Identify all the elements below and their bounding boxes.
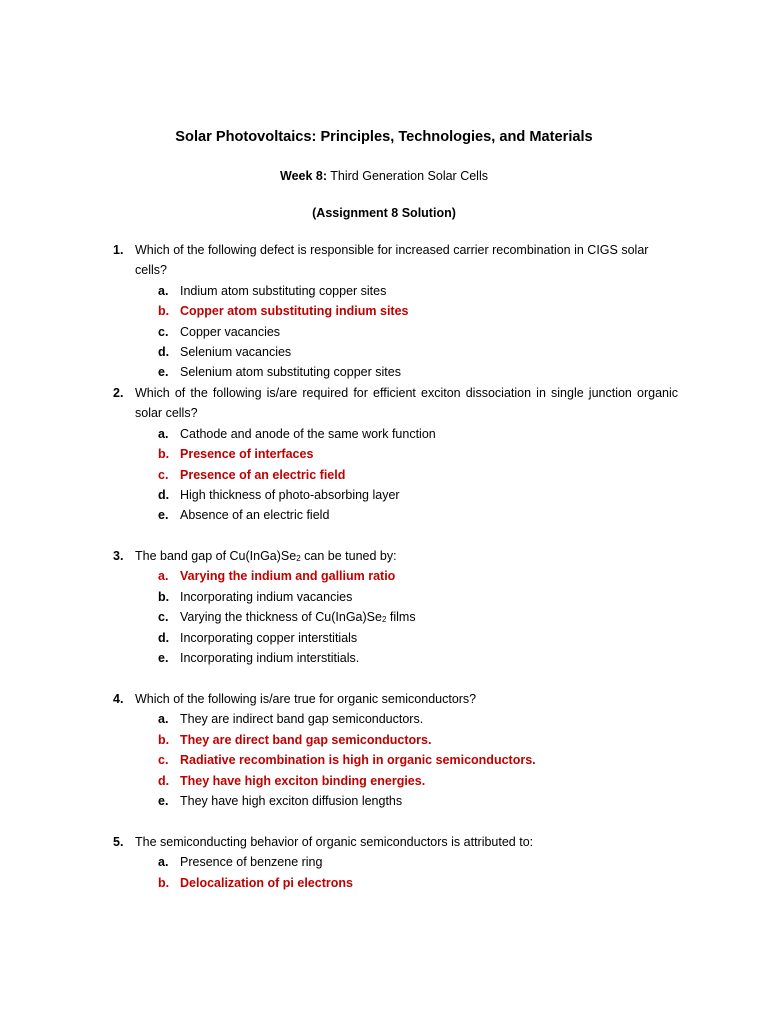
option-letter: e. bbox=[158, 508, 169, 523]
option-letter: b. bbox=[158, 589, 170, 604]
option-letter: d. bbox=[158, 487, 170, 502]
option-c-answer bbox=[110, 465, 678, 485]
option-b-answer bbox=[110, 873, 678, 893]
option-text: Selenium vacancies bbox=[180, 344, 292, 359]
question-1 bbox=[110, 240, 678, 383]
option-text: They have high exciton diffusion lengths bbox=[180, 793, 403, 808]
question-text: Which of the following defect is responsible for increased carrier recombination in CIGS solar cells? bbox=[135, 243, 649, 278]
option-a bbox=[110, 852, 678, 872]
option-text: Presence of interfaces bbox=[180, 447, 314, 462]
week-topic: Third Generation Solar Cells bbox=[330, 169, 488, 183]
subscript: 2 bbox=[296, 554, 301, 563]
option-b-answer bbox=[110, 444, 678, 464]
option-text: They are direct band gap semiconductors. bbox=[180, 732, 432, 747]
option-letter: e. bbox=[158, 793, 169, 808]
question-number: 5. bbox=[113, 835, 124, 849]
assignment-heading: (Assignment 8 Solution) bbox=[312, 206, 456, 220]
option-d bbox=[110, 342, 678, 362]
subscript: 2 bbox=[381, 615, 387, 625]
option-letter: c. bbox=[158, 467, 169, 482]
question-number: 1. bbox=[113, 243, 124, 257]
option-text: Indium atom substituting copper sites bbox=[180, 283, 387, 298]
option-c-answer bbox=[110, 750, 678, 770]
option-a bbox=[110, 281, 678, 301]
question-text-main: The band gap of Cu(InGa)Se bbox=[135, 549, 297, 563]
week-line bbox=[0, 168, 768, 184]
option-e bbox=[110, 505, 678, 525]
question-number: 2. bbox=[113, 386, 124, 400]
option-letter: a. bbox=[158, 569, 169, 584]
option-text: Presence of an electric field bbox=[180, 467, 346, 482]
option-c bbox=[110, 322, 678, 342]
option-letter: b. bbox=[158, 447, 170, 462]
option-d-answer bbox=[110, 771, 678, 791]
question-text: The semiconducting behavior of organic semiconductors is attributed to: bbox=[135, 835, 534, 849]
option-text: Copper vacancies bbox=[180, 324, 281, 339]
option-letter: a. bbox=[158, 855, 169, 870]
option-text: Radiative recombination is high in organic semiconductors. bbox=[180, 753, 536, 768]
option-a-answer bbox=[110, 566, 678, 586]
option-text: Incorporating indium interstitials. bbox=[180, 650, 360, 665]
option-letter: a. bbox=[158, 283, 169, 298]
option-letter: b. bbox=[158, 304, 170, 319]
document-title: Solar Photovoltaics: Principles, Technologies, and Materials bbox=[175, 129, 593, 145]
option-text: Presence of benzene ring bbox=[180, 855, 323, 870]
option-letter: d. bbox=[158, 344, 170, 359]
option-text: Varying the indium and gallium ratio bbox=[180, 569, 396, 584]
question-3 bbox=[110, 546, 678, 668]
option-text: They have high exciton binding energies. bbox=[180, 773, 426, 788]
week-label: Week 8: bbox=[280, 169, 328, 183]
option-letter: d. bbox=[158, 773, 170, 788]
option-text: High thickness of photo-absorbing layer bbox=[180, 487, 400, 502]
option-a bbox=[110, 424, 678, 444]
option-letter: b. bbox=[158, 875, 170, 890]
question-4 bbox=[110, 689, 678, 811]
question-2 bbox=[110, 383, 678, 526]
option-text: Selenium atom substituting copper sites bbox=[180, 365, 401, 380]
option-e bbox=[110, 648, 678, 668]
option-letter: c. bbox=[158, 610, 169, 625]
option-text: They are indirect band gap semiconductors. bbox=[180, 712, 424, 727]
option-b-answer bbox=[110, 301, 678, 321]
option-text: Cathode and anode of the same work function bbox=[180, 426, 436, 441]
option-letter: e. bbox=[158, 365, 169, 380]
option-letter: c. bbox=[158, 753, 169, 768]
question-number: 4. bbox=[113, 692, 124, 706]
option-b-answer bbox=[110, 730, 678, 750]
option-d bbox=[110, 628, 678, 648]
option-letter: e. bbox=[158, 650, 169, 665]
option-text: Incorporating copper interstitials bbox=[180, 630, 358, 645]
option-b bbox=[110, 587, 678, 607]
option-d bbox=[110, 485, 678, 505]
option-text bbox=[180, 607, 416, 627]
option-text: Copper atom substituting indium sites bbox=[180, 304, 409, 319]
option-e bbox=[110, 791, 678, 811]
option-a bbox=[110, 709, 678, 729]
question-text bbox=[110, 546, 678, 566]
option-e bbox=[110, 362, 678, 382]
option-text: Delocalization of pi electrons bbox=[180, 875, 353, 890]
question-text: Which of the following is/are true for organic semiconductors? bbox=[135, 692, 477, 706]
option-text-tail: films bbox=[386, 610, 416, 625]
option-c bbox=[110, 607, 678, 627]
question-text-tail: can be tuned by: bbox=[300, 549, 397, 563]
question-5 bbox=[110, 832, 678, 893]
option-letter: c. bbox=[158, 324, 169, 339]
question-text: Which of the following is/are required for efficient exciton dissociation in single junction organic solar cells? bbox=[135, 386, 678, 421]
question-number: 3. bbox=[113, 549, 124, 563]
option-text: Absence of an electric field bbox=[180, 508, 330, 523]
option-text: Incorporating indium vacancies bbox=[180, 589, 353, 604]
option-letter: a. bbox=[158, 712, 169, 727]
option-letter: a. bbox=[158, 426, 169, 441]
option-text-main: Varying the thickness of Cu(InGa)Se bbox=[180, 610, 382, 625]
option-letter: d. bbox=[158, 630, 170, 645]
option-letter: b. bbox=[158, 732, 170, 747]
